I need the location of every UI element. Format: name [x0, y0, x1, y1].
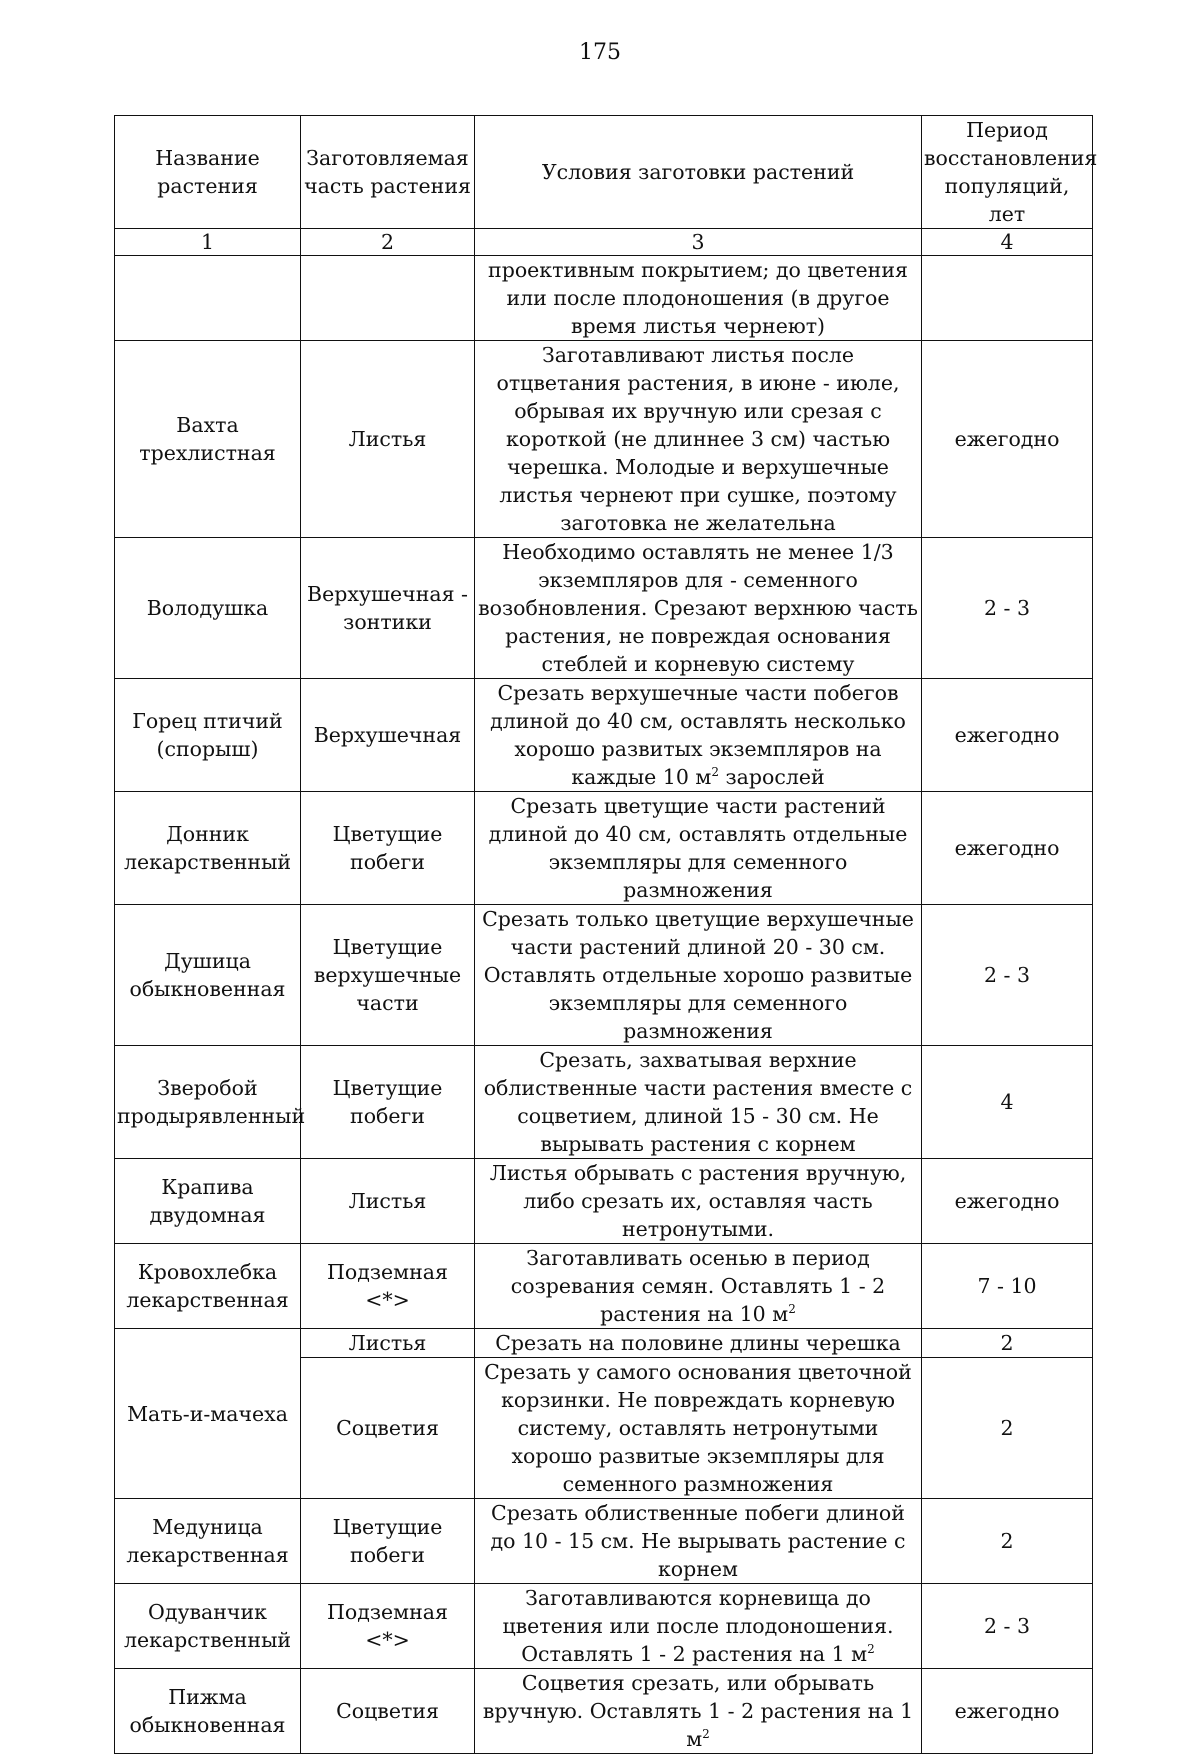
header-plant-name: Название растения	[115, 116, 301, 229]
cell-conditions	[475, 1244, 922, 1329]
column-number: 1	[115, 229, 301, 256]
conditions-text: Срезать верхушечные части побегов длиной до 40 см, оставлять несколько хорошо развитых экземпляров на каждые 10 м	[490, 681, 906, 789]
cell-part	[301, 256, 475, 341]
cell-part: Цветущие верхушечные части	[301, 905, 475, 1046]
cell-part: Цветущие побеги	[301, 1046, 475, 1159]
cell-part: Верхушечная	[301, 679, 475, 792]
cell-conditions: Срезать, захватывая верхние облиственные части растения вместе с соцветием, длиной 15 - 30 см. Не вырывать растения с корнем	[475, 1046, 922, 1159]
column-number-row	[115, 229, 1093, 256]
cell-plant-name: Мать-и-мачеха	[115, 1329, 301, 1499]
cell-part: Соцветия	[301, 1669, 475, 1754]
table-row	[115, 1499, 1093, 1584]
table-row	[115, 1584, 1093, 1669]
cell-conditions: проективным покрытием; до цветения или после плодоношения (в другое время листья чернеют)	[475, 256, 922, 341]
cell-period: 2	[922, 1329, 1093, 1358]
table-row	[115, 538, 1093, 679]
cell-period: ежегодно	[922, 679, 1093, 792]
table-row	[115, 1244, 1093, 1329]
cell-conditions	[475, 1584, 922, 1669]
table-row	[115, 256, 1093, 341]
cell-conditions	[475, 679, 922, 792]
cell-plant-name: Кровохлебка лекарственная	[115, 1244, 301, 1329]
table-row	[115, 1046, 1093, 1159]
superscript: 2	[788, 1302, 796, 1316]
superscript: 2	[702, 1727, 710, 1741]
cell-part: Соцветия	[301, 1358, 475, 1499]
cell-plant-name: Донник лекарственный	[115, 792, 301, 905]
cell-part: Листья	[301, 1329, 475, 1358]
cell-conditions: Заготавливают листья после отцветания растения, в июне - июле, обрывая их вручную или срезая с короткой (не длиннее 3 см) частью черешка. Молодые и верхушечные листья чернеют при сушке, поэтому заготовка не желательна	[475, 341, 922, 538]
cell-part: Подземная <*>	[301, 1244, 475, 1329]
cell-plant-name	[115, 256, 301, 341]
cell-part: Листья	[301, 1159, 475, 1244]
table-row	[115, 1159, 1093, 1244]
conditions-text: Соцветия срезать, или обрывать вручную. Оставлять 1 - 2 растения на 1 м	[482, 1671, 914, 1751]
cell-period: ежегодно	[922, 1669, 1093, 1754]
cell-period: ежегодно	[922, 792, 1093, 905]
page-number: 175	[579, 40, 621, 65]
cell-part: Листья	[301, 341, 475, 538]
header-row	[115, 116, 1093, 229]
table-row	[115, 341, 1093, 538]
cell-conditions: Срезать только цветущие верхушечные части растений длиной 20 - 30 см. Оставлять отдельные хорошо развитые экземпляры для семенного размножения	[475, 905, 922, 1046]
cell-part: Верхушечная - зонтики	[301, 538, 475, 679]
column-number: 2	[301, 229, 475, 256]
column-number: 4	[922, 229, 1093, 256]
cell-period: 7 - 10	[922, 1244, 1093, 1329]
cell-part: Подземная <*>	[301, 1584, 475, 1669]
cell-period	[922, 256, 1093, 341]
superscript: 2	[867, 1642, 875, 1656]
table-row	[115, 1669, 1093, 1754]
cell-conditions: Листья обрывать с растения вручную, либо срезать их, оставляя часть нетронутыми.	[475, 1159, 922, 1244]
header-recovery-period: Период восстановления популяций, лет	[922, 116, 1093, 229]
cell-plant-name: Володушка	[115, 538, 301, 679]
cell-period: 2	[922, 1499, 1093, 1584]
table-row	[115, 792, 1093, 905]
cell-plant-name: Душица обыкновенная	[115, 905, 301, 1046]
conditions-text-tail: зарослей	[718, 765, 825, 789]
table-row	[115, 1329, 1093, 1358]
cell-conditions: Срезать облиственные побеги длиной до 10 - 15 см. Не вырывать растение с корнем	[475, 1499, 922, 1584]
conditions-text: Заготавливаются корневища до цветения или после плодоношения. Оставлять 1 - 2 растения на 1 м	[502, 1586, 894, 1666]
cell-conditions: Срезать на половине длины черешка	[475, 1329, 922, 1358]
header-harvested-part: Заготовляемая часть растения	[301, 116, 475, 229]
cell-plant-name: Крапива двудомная	[115, 1159, 301, 1244]
cell-plant-name: Горец птичий (спорыш)	[115, 679, 301, 792]
superscript: 2	[711, 765, 719, 779]
cell-period: 2 - 3	[922, 538, 1093, 679]
cell-plant-name: Одуванчик лекарственный	[115, 1584, 301, 1669]
cell-conditions: Необходимо оставлять не менее 1/3 экземпляров для - семенного возобновления. Срезают верхнюю часть растения, не повреждая основания стеблей и корневую систему	[475, 538, 922, 679]
cell-period: 4	[922, 1046, 1093, 1159]
cell-conditions: Срезать цветущие части растений длиной до 40 см, оставлять отдельные экземпляры для семенного размножения	[475, 792, 922, 905]
cell-plant-name: Медуница лекарственная	[115, 1499, 301, 1584]
cell-conditions	[475, 1669, 922, 1754]
plant-harvest-table	[114, 115, 1098, 1754]
cell-period: 2	[922, 1358, 1093, 1499]
table-row	[115, 905, 1093, 1046]
cell-period: ежегодно	[922, 1159, 1093, 1244]
table-row	[115, 679, 1093, 792]
cell-plant-name: Пижма обыкновенная	[115, 1669, 301, 1754]
cell-period: 2 - 3	[922, 905, 1093, 1046]
cell-plant-name: Вахта трехлистная	[115, 341, 301, 538]
cell-conditions: Срезать у самого основания цветочной корзинки. Не повреждать корневую систему, оставлять нетронутыми хорошо развитые экземпляры для семенного размножения	[475, 1358, 922, 1499]
cell-plant-name: Зверобой продырявленный	[115, 1046, 301, 1159]
header-harvest-conditions: Условия заготовки растений	[475, 116, 922, 229]
cell-period: ежегодно	[922, 341, 1093, 538]
cell-part: Цветущие побеги	[301, 792, 475, 905]
conditions-text: Заготавливать осенью в период созревания семян. Оставлять 1 - 2 растения на 10 м	[510, 1246, 886, 1326]
cell-part: Цветущие побеги	[301, 1499, 475, 1584]
column-number: 3	[475, 229, 922, 256]
cell-period: 2 - 3	[922, 1584, 1093, 1669]
